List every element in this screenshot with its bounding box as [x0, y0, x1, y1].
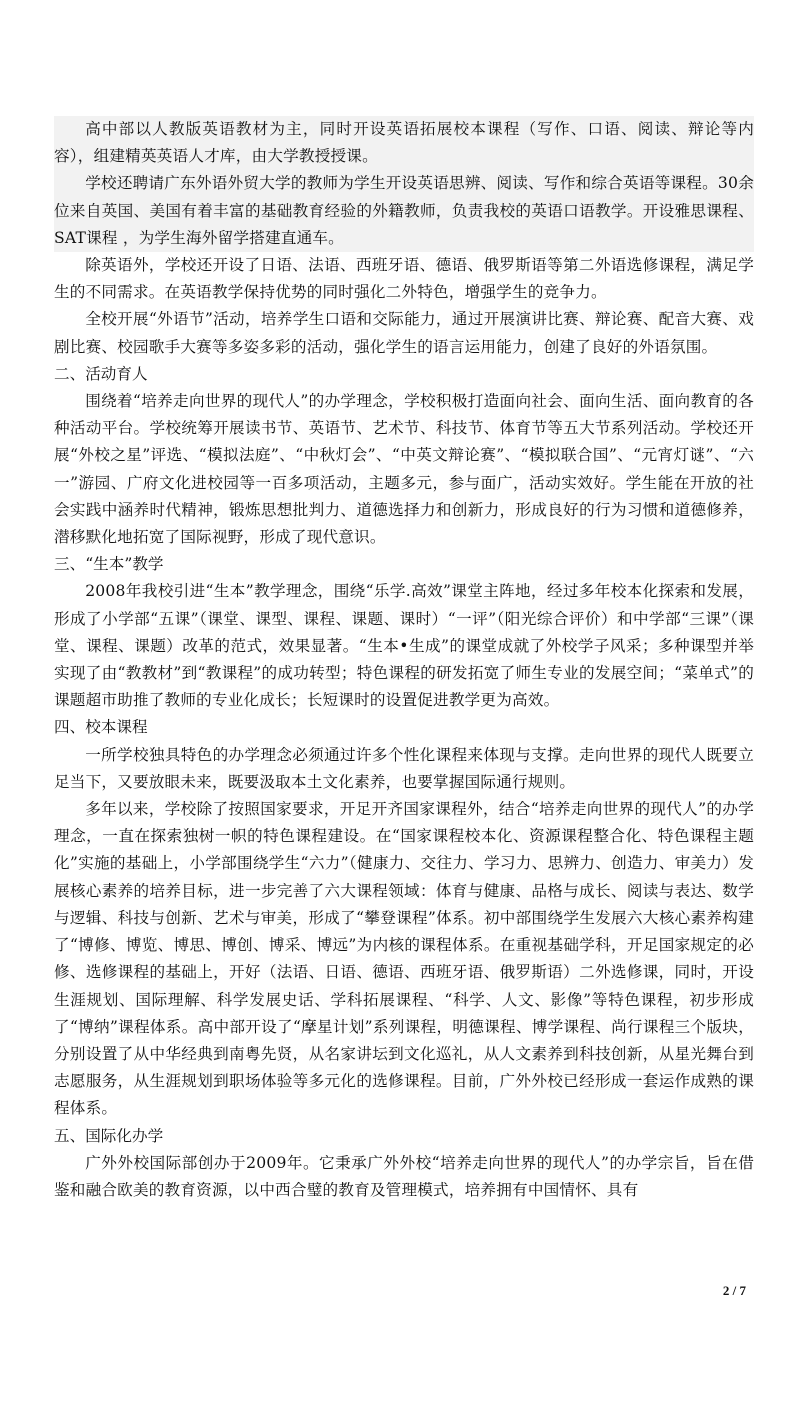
document-body [54, 116, 754, 1204]
paragraph: 除英语外，学校还开设了日语、法语、西班牙语、德语、俄罗斯语等第二外语选修课程，满足学生的不同需求。在英语教学保持优势的同时强化二外特色，增强学生的竞争力。 [54, 256, 754, 302]
section-heading: 三、“生本”教学 [54, 555, 164, 574]
paragraph: 围绕着“培养走向世界的现代人”的办学理念，学校积极打造面向社会、面向生活、面向教育的各种活动平台。学校统筹开展读书节、英语节、艺术节、科技节、体育节等五大节系列活动。学校还开展“外校之星”评选、“模拟法庭”、“中秋灯会”、“中英文辩论赛”、“模拟联合国”、“元宵灯谜”、“六一”游园、广府文化进校园等一百多项活动，主题多元，参与面广，活动实效好。学生能在开放的社会实践中涵养时代精神，锻炼思想批判力、道德选择力和创新力，形成良好的行为习惯和道德修养，潜移默化地拓宽了国际视野，形成了现代意识。 [54, 392, 754, 547]
page-number: 2 / 7 [722, 1283, 746, 1298]
section-heading: 二、活动育人 [54, 364, 148, 383]
paragraph: 学校还聘请广东外语外贸大学的教师为学生开设英语思辨、阅读、写作和综合英语等课程。30余位来自英国、美国有着丰富的基础教育经验的外籍教师，负责我校的英语口语教学。开设雅思课程、SAT课程 ，为学生海外留学搭建直通车。 [54, 170, 754, 252]
paragraph: 一所学校独具特色的办学理念必须通过许多个性化课程来体现与支撑。走向世界的现代人既要立足当下，又要放眼未来，既要汲取本土文化素养，也要掌握国际通行规则。 [54, 745, 754, 791]
paragraph: 高中部以人教版英语教材为主，同时开设英语拓展校本课程（写作、口语、阅读、辩论等内容），组建精英英语人才库，由大学教授授课。 [54, 116, 754, 170]
paragraph: 全校开展“外语节”活动，培养学生口语和交际能力，通过开展演讲比赛、辩论赛、配音大赛、戏剧比赛、校园歌手大赛等多姿多彩的活动，强化学生的语言运用能力，创建了良好的外语氛围。 [54, 310, 754, 356]
section-heading: 四、校本课程 [54, 718, 148, 737]
paragraph: 多年以来，学校除了按照国家要求，开足开齐国家课程外，结合“培养走向世界的现代人”的办学理念，一直在探索独树一帜的特色课程建设。在“国家课程校本化、资源课程整合化、特色课程主题化”实施的基础上，小学部围绕学生“六力”（健康力、交往力、学习力、思辨力、创造力、审美力）发展核心素养的培养目标，进一步完善了六大课程领域：体育与健康、品格与成长、阅读与表达、数学与逻辑、科技与创新、艺术与审美，形成了“攀登课程”体系。初中部围绕学生发展六大核心素养构建了“博修、博览、博思、博创、博采、博远”为内核的课程体系。在重视基础学科，开足国家规定的必修、选修课程的基础上，开好（法语、日语、德语、西班牙语、俄罗斯语）二外选修课，同时，开设生涯规划、国际理解、科学发展史话、学科拓展课程、“科学、人文、影像”等特色课程，初步形成了“博纳”课程体系。高中部开设了“摩星计划”系列课程，明德课程、博学课程、尚行课程三个版块，分别设置了从中华经典到南粤先贤，从名家讲坛到文化巡礼，从人文素养到科技创新，从星光舞台到志愿服务，从生涯规划到职场体验等多元化的选修课程。目前，广外外校已经形成一套运作成熟的课程体系。 [54, 800, 754, 1118]
section-heading: 五、国际化办学 [54, 1126, 164, 1145]
paragraph: 2008年我校引进“生本”教学理念，围绕“乐学.高效”课堂主阵地，经过多年校本化探索和发展，形成了小学部“五课”（课堂、课型、课程、课题、课时）“一评”（阳光综合评价）和中学部“三课”（课堂、课程、课题）改革的范式，效果显著。“生本•生成”的课堂成就了外校学子风采；多种课型并举实现了由“教教材”到“教课程”的成功转型；特色课程的研发拓宽了师生专业的发展空间；“菜单式”的课题超市助推了教师的专业化成长；长短课时的设置促进教学更为高效。 [54, 582, 754, 710]
paragraph: 广外外校国际部创办于2009年。它秉承广外外校“培养走向世界的现代人”的办学宗旨，旨在借鉴和融合欧美的教育资源，以中西合璧的教育及管理模式，培养拥有中国情怀、具有 [54, 1153, 754, 1199]
